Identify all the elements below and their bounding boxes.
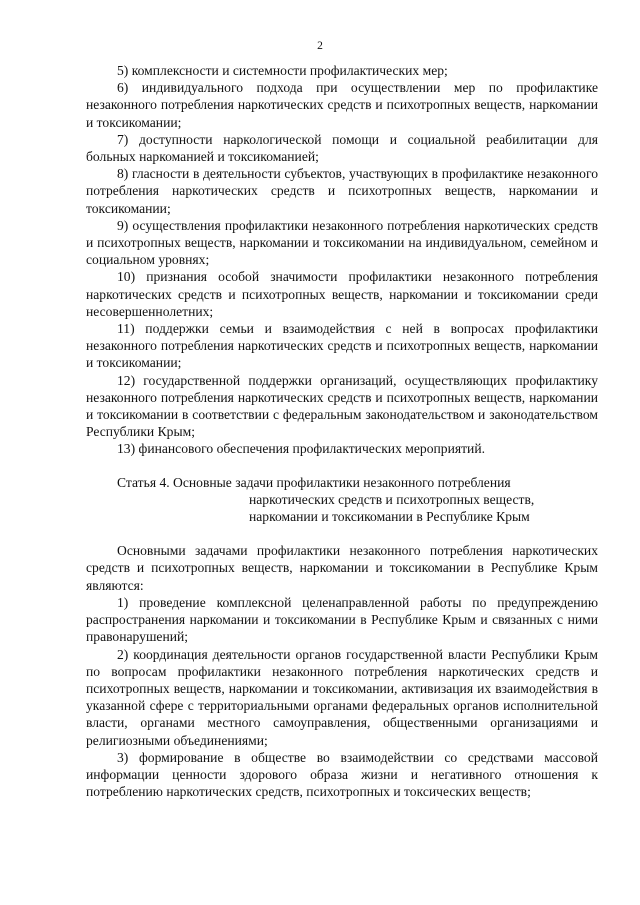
page-number: 2: [317, 40, 323, 52]
task-item: 2) координация деятельности органов государственной власти Республики Крым по вопросам профилактики незаконного потребления наркотических средств и психотропных веществ, наркомании и токсикомании, активизация их взаимодействия в указанной сфере с территориальными органами федеральных органов исполнительной власти, органами местного самоуправления, общественными организациями и религиозными объединениями;: [86, 646, 598, 748]
task-item: 1) проведение комплексной целенаправленной работы по предупреждению распространения наркомании и токсикомании в Республике Крым и связанных с ними правонарушений;: [86, 594, 598, 645]
principle-item: 7) доступности наркологической помощи и социальной реабилитации для больных наркоманией и токсикоманией;: [86, 131, 598, 165]
document-body: [86, 62, 598, 800]
principle-item: 13) финансового обеспечения профилактических мероприятий.: [117, 441, 485, 457]
principle-item: 8) гласности в деятельности субъектов, участвующих в профилактике незаконного потребления наркотических средств и психотропных веществ, наркомании и токсикомании;: [86, 166, 598, 216]
article-intro: Основными задачами профилактики незаконного потребления наркотических средств и психотропных веществ, наркомании и токсикомании в Республике Крым являются:: [86, 543, 598, 593]
principle-item: 12) государственной поддержки организаций, осуществляющих профилактику незаконного потребления наркотических средств и психотропных веществ, наркомании и токсикомании в соответствии с федеральным законодательством и законодательством Республики Крым;: [86, 372, 598, 440]
task-item: 3) формирование в обществе во взаимодействии со средствами массовой информации ценности здорового образа жизни и негативного отношения к потреблению наркотических средств, психотропных и токсических веществ;: [86, 749, 598, 800]
principle-item: 10) признания особой значимости профилактики незаконного потребления наркотических средств и психотропных веществ, наркомании и токсикомании среди несовершеннолетних;: [86, 269, 598, 319]
principle-item: 9) осуществления профилактики незаконного потребления наркотических средств и психотропных веществ, наркомании и токсикомании на индивидуальном, семейном и социальном уровнях;: [86, 217, 598, 268]
article-heading: Статья 4. Основные задачи профилактики незаконного потребления наркотических средств и психотропных веществ, наркомании и токсикомании в Республике Крым: [117, 474, 535, 525]
principle-item: 5) комплексности и системности профилактических мер;: [117, 63, 448, 78]
principle-item: 6) индивидуального подхода при осуществлении мер по профилактике незаконного потребления наркотических средств и психотропных веществ, наркомании и токсикомании;: [86, 80, 598, 130]
principle-item: 11) поддержки семьи и взаимодействия с ней в вопросах профилактики незаконного потребления наркотических средств и психотропных веществ, наркомании и токсикомании;: [86, 321, 598, 371]
